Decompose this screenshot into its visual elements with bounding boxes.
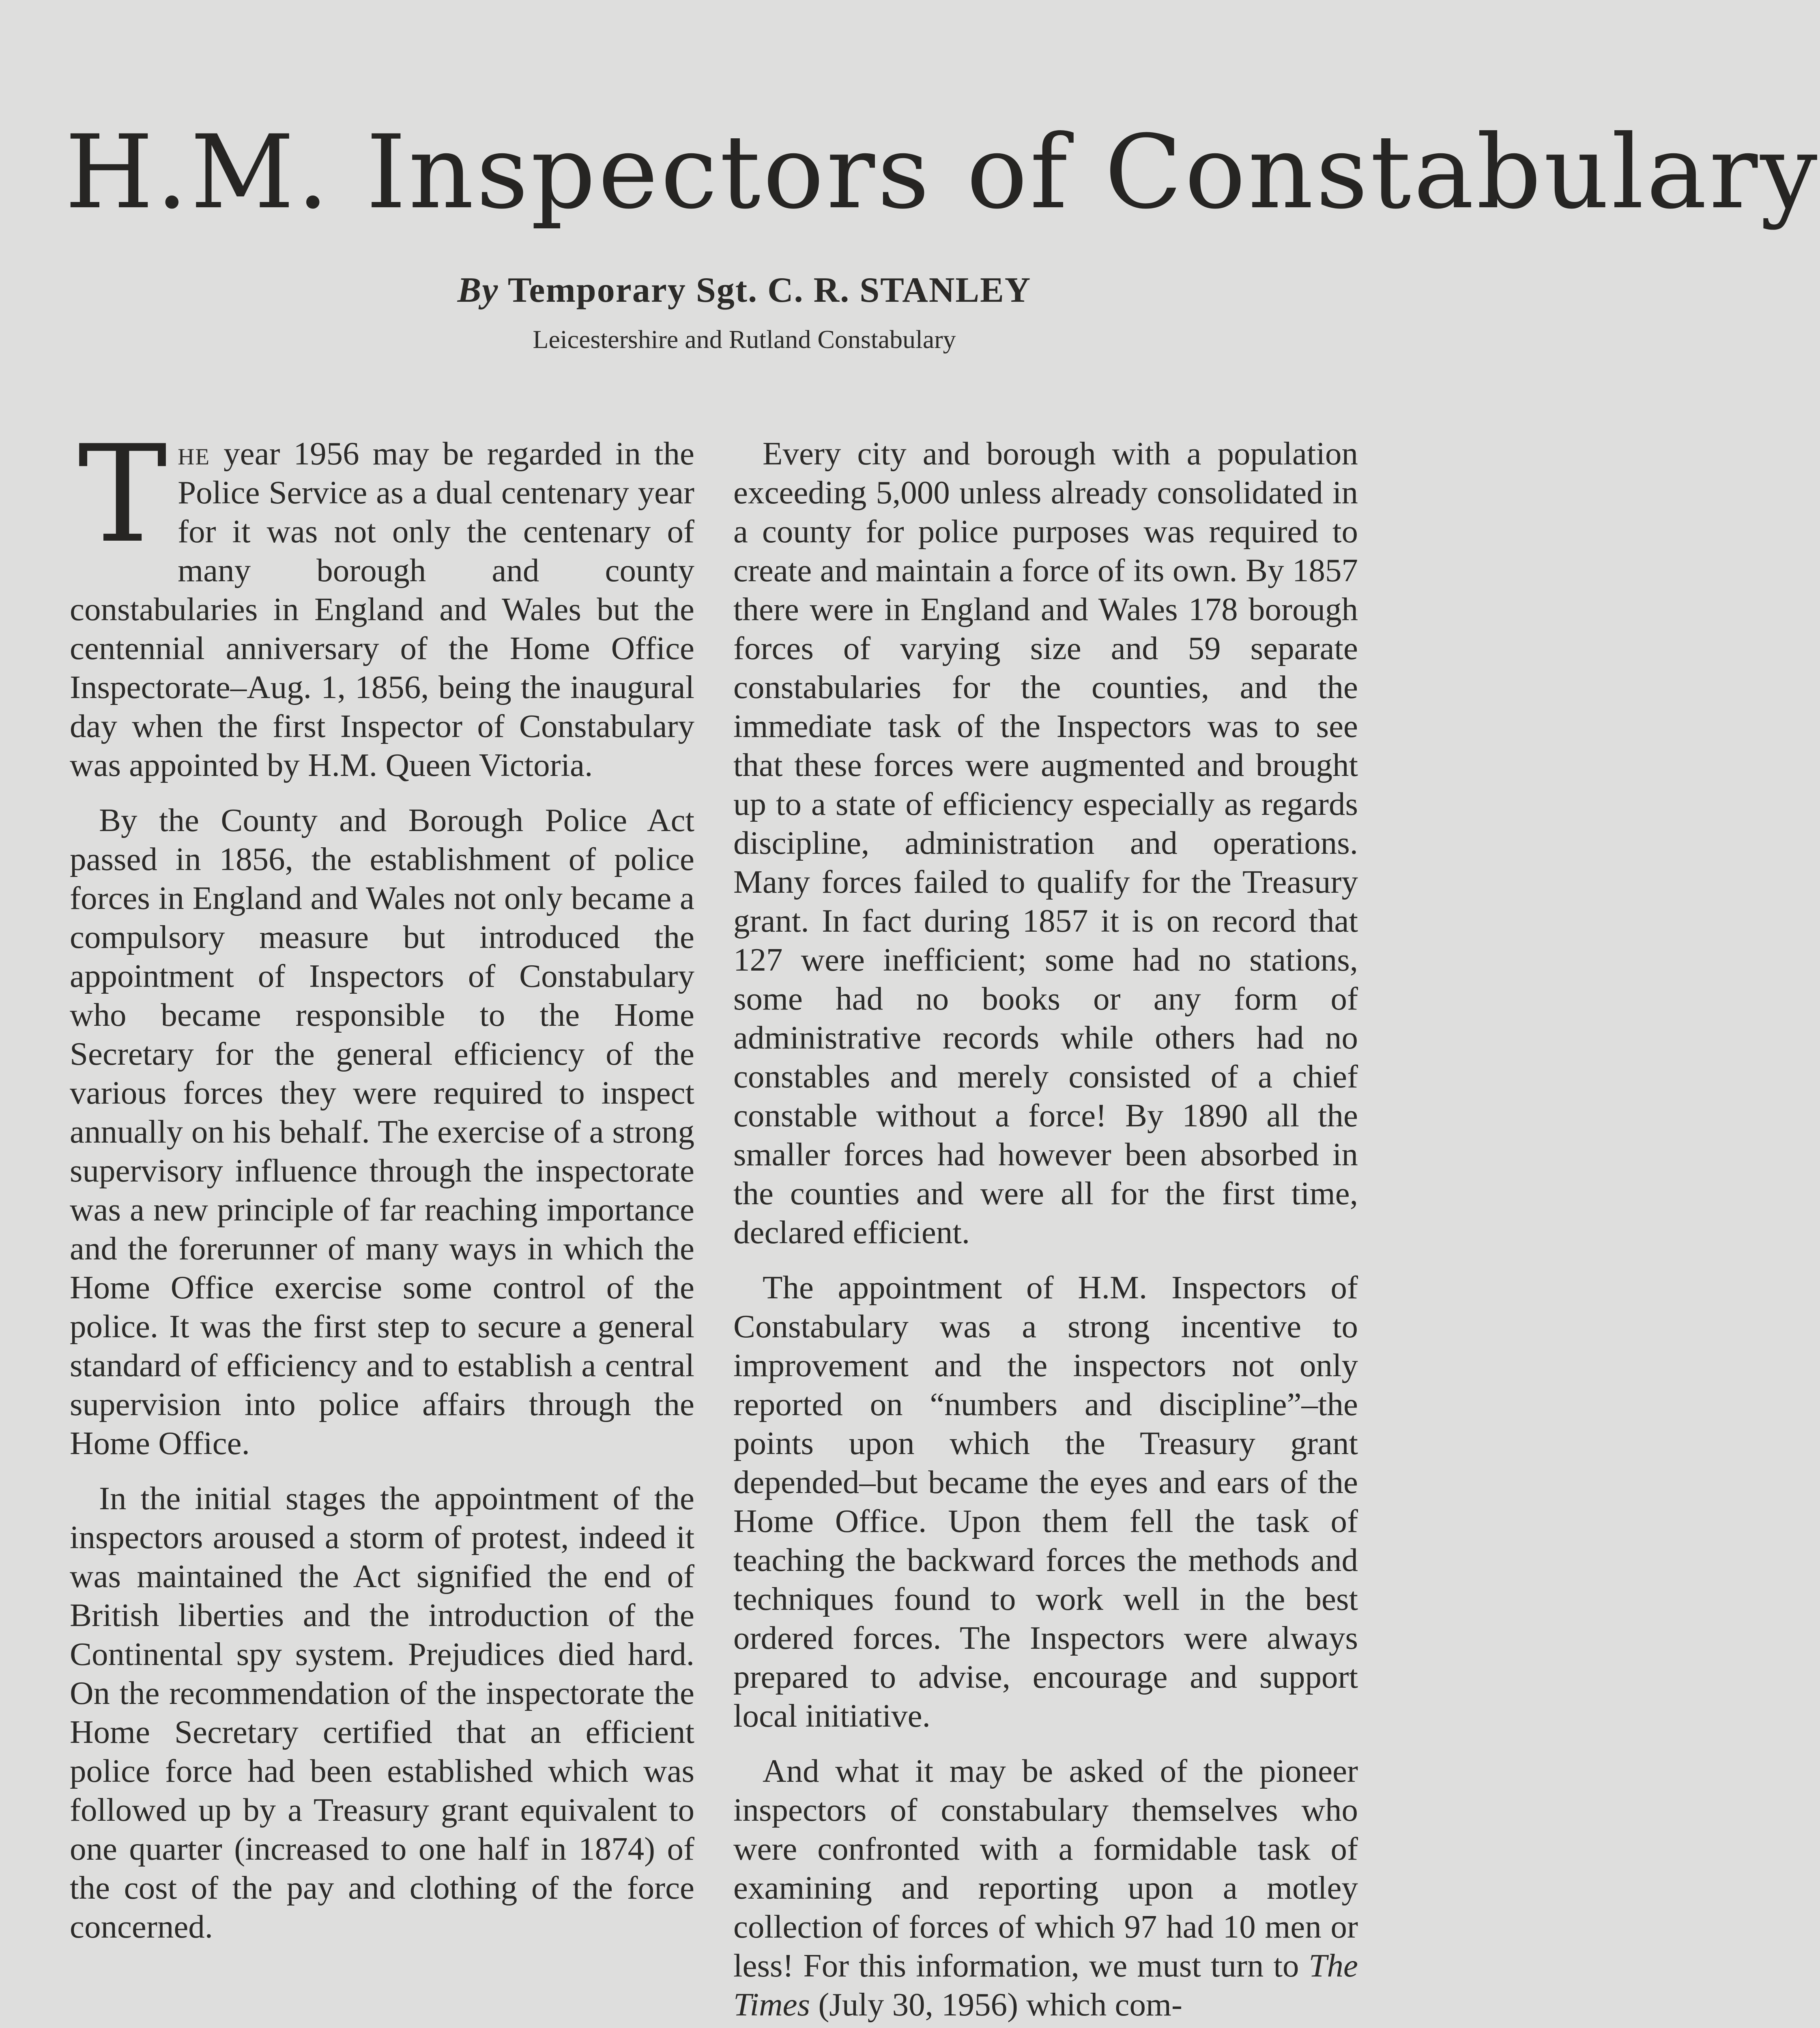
article-title: H.M. Inspectors of Constabulary <box>65 113 1820 231</box>
paragraph-2: By the County and Borough Police Act passed in 1856, the establishment of police forces in England and Wales not only became a compulsory measure but introduced the appointment of Inspectors of Constabulary who became responsible to the Home Secretary for the general efficiency of the various forces they were required to inspect annually on his behalf. The exercise of a strong supervisory influence through the inspectorate was a new principle of far reaching importance and the forerunner of many ways in which the Home Office exercise some control of the police. It was the first step to secure a general standard of efficiency and to establish a central supervision into police affairs through the Home Office. <box>70 802 694 1461</box>
paragraph-6 <box>733 1751 1358 2024</box>
drop-cap: T <box>78 417 168 572</box>
byline-by: By <box>457 271 499 310</box>
paragraph-6-end: (July 30, 1956) which com- <box>810 1986 1182 2023</box>
paragraph-1 <box>70 417 694 784</box>
paragraph-1-smallcaps: he <box>178 435 211 472</box>
paragraph-3: In the initial stages the appointment of the inspectors aroused a storm of protest, indeed it was maintained the Act signified the end of British liberties and the introduction of the Continental spy system. Prejudices died hard. On the recommendation of the inspectorate the Home Secretary certified that an efficient police force had been established which was followed up by a Treasury grant equivalent to one quarter (increased to one half in 1874) of the cost of the pay and clothing of the force concerned. <box>70 1480 694 1945</box>
byline-author: Temporary Sgt. C. R. STANLEY <box>507 271 1031 310</box>
paragraph-1-text: year 1956 may be regarded in the Police Service as a dual centenary year for it was not only the centenary of many borough and county constabularies in England and Wales but the centennial anniversary of the Home Office Inspectorate–Aug. 1, 1856, being the inaugural day when the first Inspector of Constabulary was appointed by H.M. Queen Victoria. <box>70 435 694 783</box>
paragraph-4: Every city and borough with a population exceeding 5,000 unless already consolidated in a county for police purposes was required to create and maintain a force of its own. By 1857 there were in England and Wales 178 borough forces of varying size and 59 separate constabularies for the counties, and the immediate task of the Inspectors was to see that these forces were augmented and brought up to a state of efficiency especially as regards discipline, administration and operations. Many forces failed to qualify for the Treasury grant. In fact during 1857 it is on record that 127 were inefficient; some had no stations, some had no books or any form of administrative records while others had no constables and merely consisted of a chief constable without a force! By 1890 all the smaller forces had however been absorbed in the counties and were all for the first time, declared efficient. <box>733 435 1358 1250</box>
left-column <box>70 417 694 1962</box>
byline <box>0 270 1489 311</box>
right-column <box>733 434 1358 2028</box>
paragraph-6-italic: The Times <box>733 1947 1358 2023</box>
paragraph-5: The appointment of H.M. Inspectors of Constabulary was a strong incentive to improvement and the inspectors not only reported on “numbers and discipline”–the points upon which the Treasury grant depended–but became the eyes and ears of the Home Office. Upon them fell the task of teaching the backward forces the methods and techniques found to work well in the best ordered forces. The Inspectors were always prepared to advise, encourage and support local initiative. <box>733 1269 1358 1734</box>
author-affiliation: Leicestershire and Rutland Constabulary <box>533 325 956 354</box>
paragraph-6-start: And what it may be asked of the pioneer inspectors of constabulary themselves who were confronted with a formidable task of examining and reporting upon a motley collection of forces of which 97 had 10 men or less! For this information, we must turn to <box>733 1753 1358 1984</box>
